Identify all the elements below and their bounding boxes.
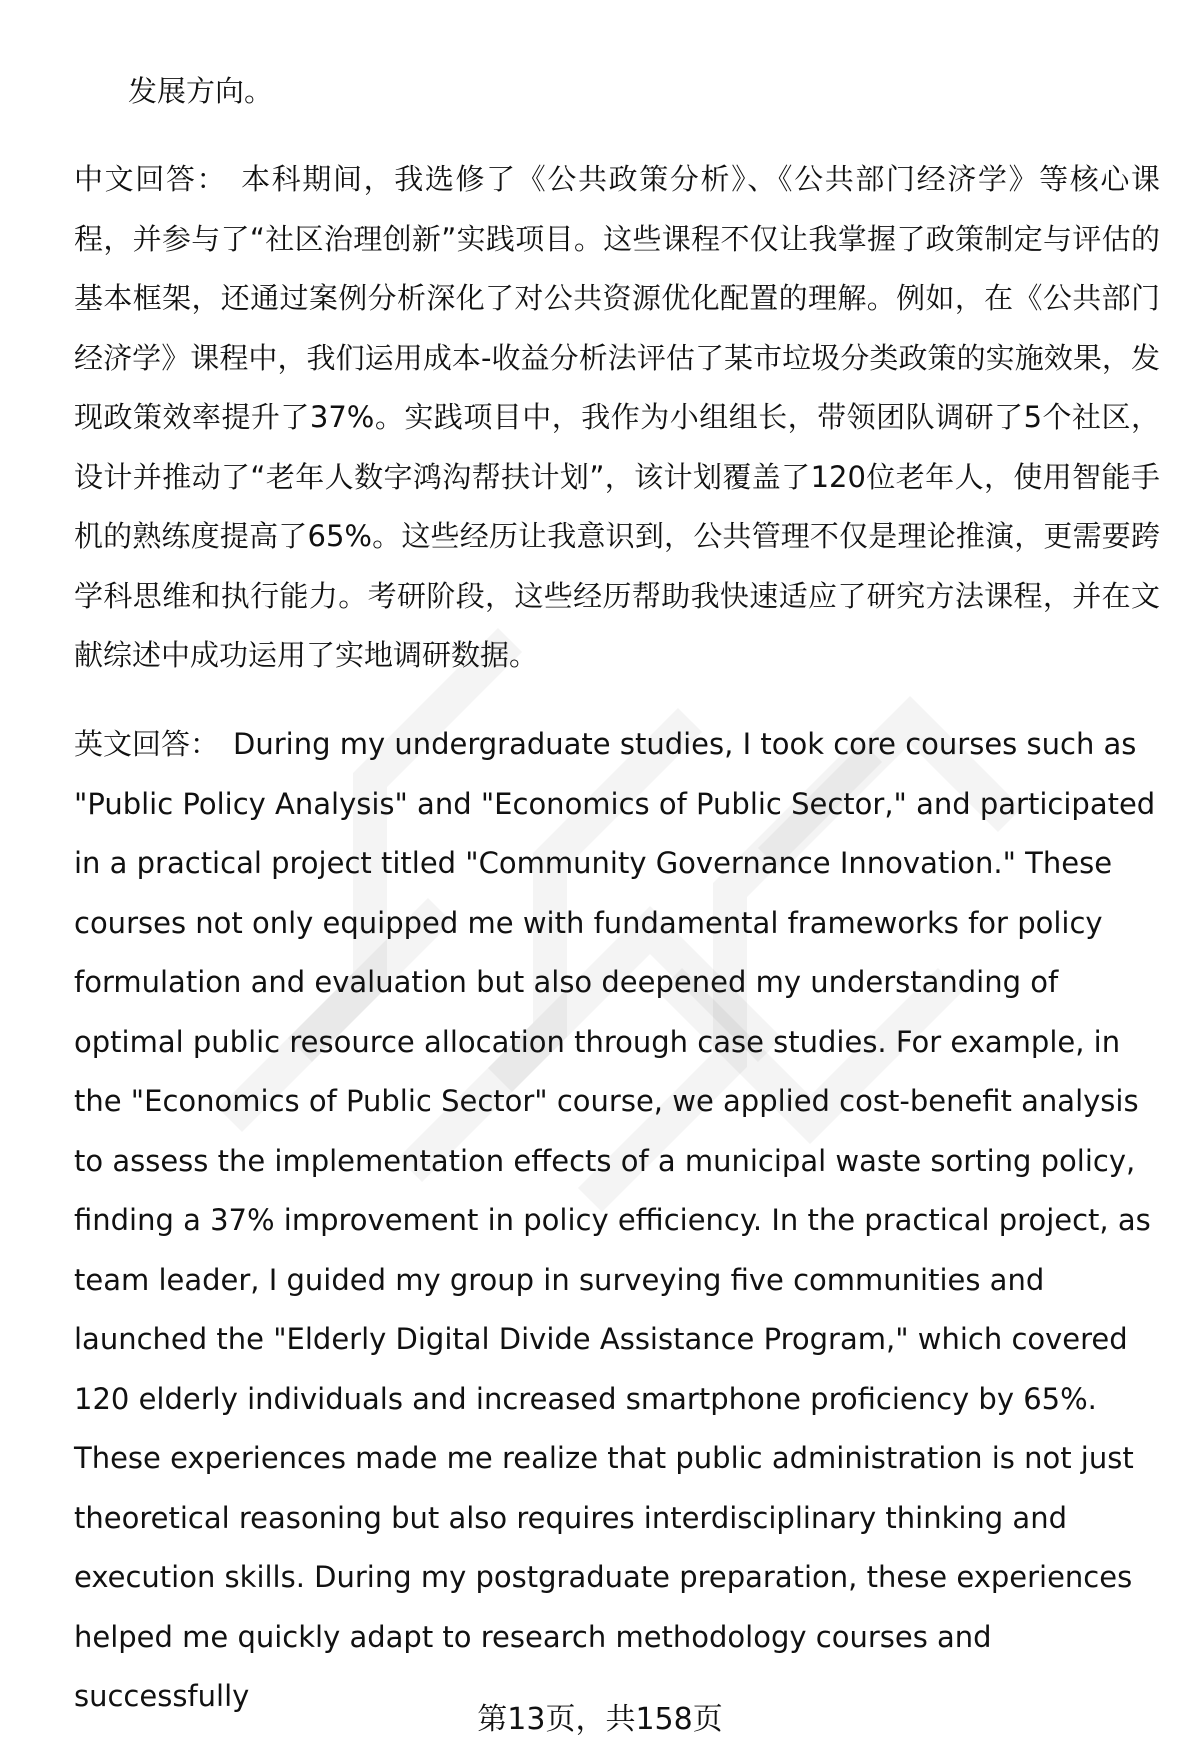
chinese-answer-paragraph [74, 150, 1160, 686]
chinese-answer-label: 中文回答： [74, 162, 228, 196]
page-number-footer: 第13页，共158页 [477, 1702, 723, 1737]
continuation-paragraph [128, 62, 1128, 122]
english-answer-paragraph [74, 715, 1160, 1727]
english-answer-text: During my undergraduate studies, I took core courses such as "Public Policy Analysis" and "Economics of Public Sector," and participated in a practical project titled "Community Governance Innovation." These courses not only equipped me with fundamental frameworks for policy formulation and evaluation but also deepened my understanding of optimal public resource allocation through case studies. For example, in the "Economics of Public Sector" course, we applied cost-benefit analysis to assess the implementation effects of a municipal waste sorting policy, finding a 37% improvement in policy efficiency. In the practical project, as team leader, I guided my group in surveying five communities and launched the "Elderly Digital Divide Assistance Program," which covered 120 elderly individuals and increased smartphone proficiency by 65%. These experiences made me realize that public administration is not just theoretical reasoning but also requires interdisciplinary thinking and execution skills. During my postgraduate preparation, these experiences helped me quickly adapt to research methodology courses and successfully [74, 727, 1156, 1713]
chinese-answer-text: 本科期间，我选修了《公共政策分析》、《公共部门经济学》等核心课程，并参与了“社区治理创新”实践项目。这些课程不仅让我掌握了政策制定与评估的基本框架，还通过案例分析深化了对公共资源优化配置的理解。例如，在《公共部门经济学》课程中，我们运用成本-收益分析法评估了某市垃圾分类政策的实施效果，发现政策效率提升了37%。实践项目中，我作为小组组长，带领团队调研了5个社区，设计并推动了“老年人数字鸿沟帮扶计划”，该计划覆盖了120位老年人，使用智能手机的熟练度提高了65%。这些经历让我意识到，公共管理不仅是理论推演，更需要跨学科思维和执行能力。考研阶段，这些经历帮助我快速适应了研究方法课程，并在文献综述中成功运用了实地调研数据。 [74, 162, 1160, 672]
continuation-text: 发展方向。 [128, 74, 274, 108]
english-answer-label: 英文回答： [74, 727, 220, 761]
